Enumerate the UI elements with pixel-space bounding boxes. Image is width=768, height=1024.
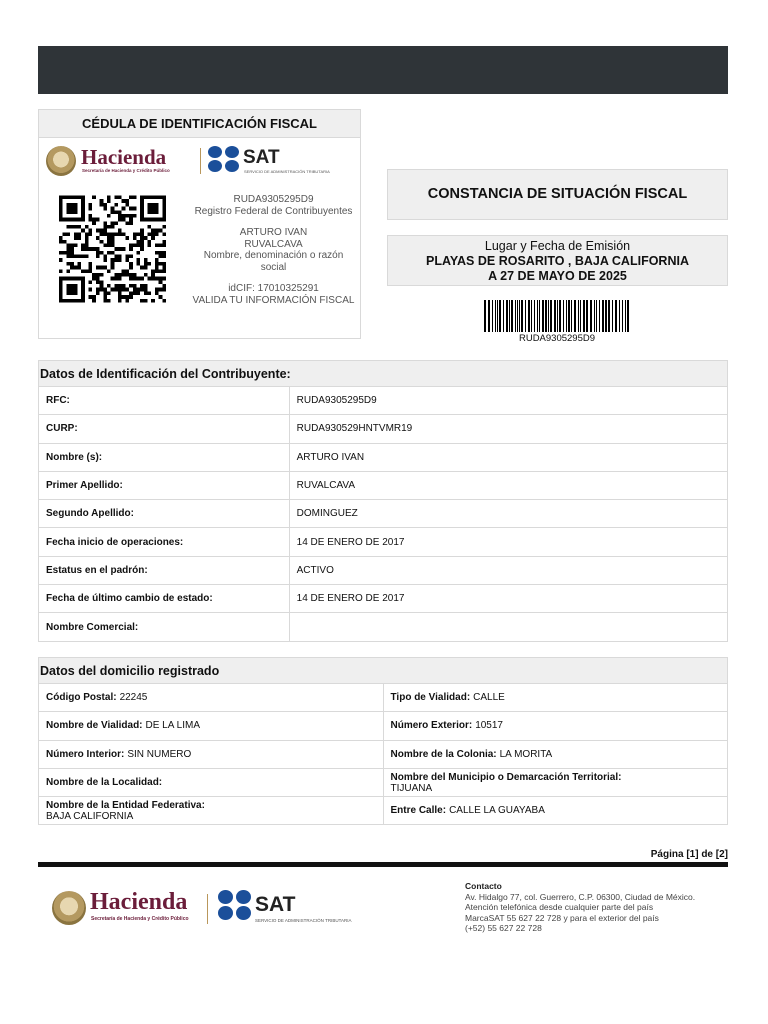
table-row [39,769,728,797]
identificacion-table [38,387,728,642]
sat-logo-subtitle: SERVICIO DE ADMINISTRACIÓN TRIBUTARIA [244,169,330,174]
hacienda-logo-subtitle: Secretaría de Hacienda y Crédito Público [82,168,170,173]
footer-hacienda-seal-icon [52,891,86,925]
cedula-info [191,194,356,316]
contacto-title: Contacto [465,881,502,891]
field-value: LA MORITA [499,748,553,760]
constancia-title: CONSTANCIA DE SITUACIÓN FISCAL [387,169,728,220]
field-value: 14 DE ENERO DE 2017 [290,585,728,612]
qr-code-icon [59,194,166,304]
field-label: Nombre de la Entidad Federativa: [46,800,205,812]
field-label: Tipo de Vialidad: [390,692,471,704]
field-label: CURP: [39,415,290,442]
footer-hacienda-logo-text: Hacienda [90,889,188,915]
sat-logo-text: SAT [243,147,280,168]
contacto-line: (+52) 55 627 22 728 [465,923,542,933]
address-field [384,684,729,711]
emision-box [387,235,728,286]
footer-hacienda-logo-subtitle: Secretaría de Hacienda y Crédito Público [91,916,189,922]
field-label: Nombre de Vialidad: [46,720,143,732]
footer-logo-separator [207,894,208,924]
field-value: 22245 [119,692,148,704]
field-label: Nombre de la Colonia: [390,748,497,760]
emision-label: Lugar y Fecha de Emisión [484,239,631,253]
field-value: RUVALCAVA [290,472,728,499]
field-label: Nombre del Municipio o Demarcación Territorial: [390,771,622,783]
barcode-icon [482,300,632,332]
contacto-block [465,881,735,934]
emision-date: A 27 DE MAYO DE 2025 [488,269,627,283]
field-value: RUDA9305295D9 [290,387,728,414]
cedula-rfc: RUDA9305295D9 [233,194,314,205]
field-value: CALLE [473,692,505,704]
address-field [39,797,384,824]
field-label: Segundo Apellido: [39,500,290,527]
identificacion-section-title: Datos de Identificación del Contribuyente: [38,360,728,387]
hacienda-seal-icon [46,146,76,176]
table-row [39,797,728,825]
barcode-text: RUDA9305295D9 [518,333,596,344]
field-value: SIN NUMERO [127,748,192,760]
logo-separator [200,148,201,174]
cedula-name-line1: ARTURO IVAN [239,227,308,238]
table-row [39,415,728,443]
table-row [39,741,728,769]
table-row [39,684,728,712]
field-value [290,613,728,640]
field-value: 10517 [475,720,503,732]
logos [39,138,360,182]
table-row [39,387,728,415]
field-label: Nombre de la Localidad: [46,777,163,789]
contacto-line: Atención telefónica desde cualquier parte del país [465,902,654,912]
cedula-title: CÉDULA DE IDENTIFICACIÓN FISCAL [39,110,360,138]
cedula-name-line2: RUVALCAVA [244,238,303,250]
field-label: RFC: [39,387,290,414]
domicilio-table [38,684,728,825]
cedula-rfc-label: Registro Federal de Contribuyentes [194,205,353,217]
field-value: DOMINGUEZ [290,500,728,527]
table-row [39,585,728,613]
table-row [39,613,728,641]
field-label: Nombre (s): [39,444,290,471]
hacienda-logo-text: Hacienda [81,145,167,169]
field-label: Primer Apellido: [39,472,290,499]
address-field [384,741,729,768]
footer-sat-logo-text: SAT [255,893,296,916]
address-field [39,684,384,711]
contacto-line: Av. Hidalgo 77, col. Guerrero, C.P. 06300, Ciudad de México. [465,891,696,902]
footer-logos [52,888,382,932]
address-field [39,741,384,768]
field-value: RUDA930529HNTVMR19 [290,415,728,442]
field-label: Código Postal: [46,692,117,704]
field-value: BAJA CALIFORNIA [46,811,134,823]
top-header-bar [38,46,728,94]
field-value: ACTIVO [290,557,728,584]
field-value: CALLE LA GUAYABA [449,805,545,817]
field-value: TIJUANA [390,782,433,794]
field-label: Número Exterior: [390,720,473,732]
table-row [39,472,728,500]
footer-divider [38,862,728,867]
table-row [39,557,728,585]
field-value: ARTURO IVAN [290,444,728,471]
page-number: Página [1] de [2] [650,849,728,860]
field-label: Estatus en el padrón: [39,557,290,584]
table-row [39,444,728,472]
field-label: Fecha inicio de operaciones: [39,528,290,555]
emision-place: PLAYAS DE ROSARITO , BAJA CALIFORNIA [425,254,689,268]
cedula-idcif: idCIF: 17010325291 [228,283,319,294]
field-label: Fecha de último cambio de estado: [39,585,290,612]
address-field [39,769,384,796]
table-row [39,712,728,740]
field-label: Número Interior: [46,748,125,760]
address-field [384,712,729,739]
field-value: DE LA LIMA [145,720,200,732]
table-row [39,500,728,528]
sat-logo-icon [208,146,240,172]
field-label: Entre Calle: [390,805,447,817]
cedula-name-label: Nombre, denominación o razón social [203,250,344,273]
cedula-card [38,109,361,339]
footer-sat-logo-icon [218,890,252,920]
contacto-line: MarcaSAT 55 627 22 728 y para el exterior del país [465,912,659,923]
address-field [39,712,384,739]
field-value: 14 DE ENERO DE 2017 [290,528,728,555]
domicilio-section-title: Datos del domicilio registrado [38,657,728,684]
footer-sat-logo-subtitle: SERVICIO DE ADMINISTRACIÓN TRIBUTARIA [255,918,352,923]
table-row [39,528,728,556]
cedula-valida: VALIDA TU INFORMACIÓN FISCAL [192,294,355,306]
address-field [384,769,729,796]
field-label: Nombre Comercial: [39,613,290,640]
address-field [384,797,729,824]
